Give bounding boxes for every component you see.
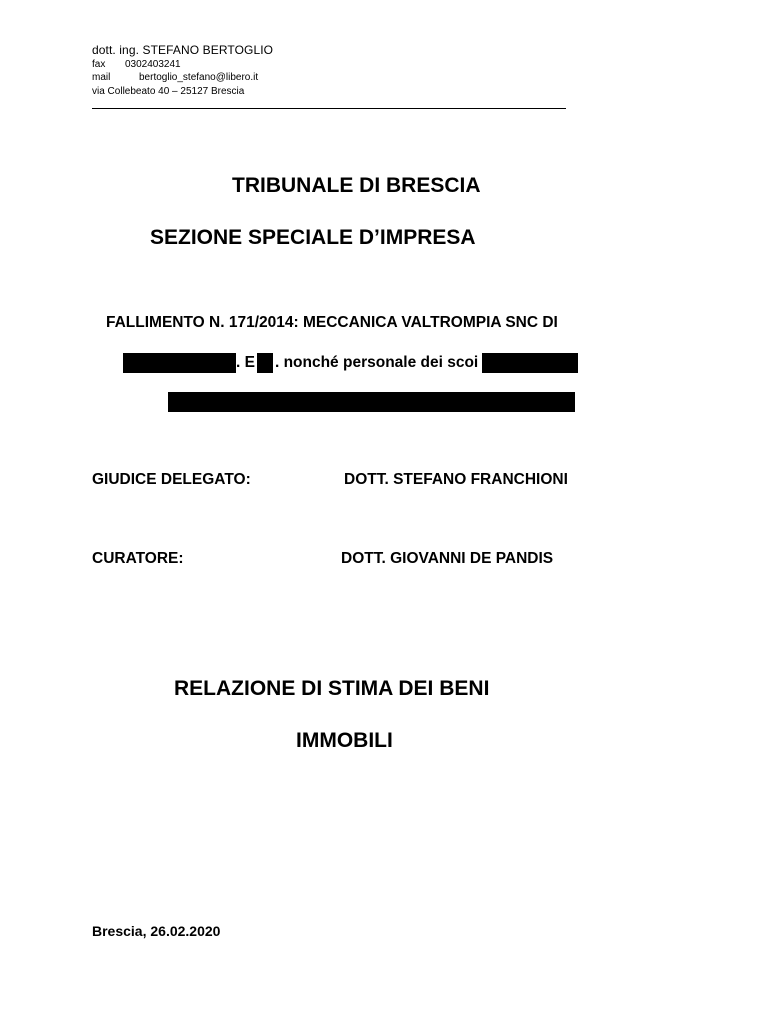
- case-line-2-part1: . E: [236, 354, 255, 371]
- document-title-line-1: RELAZIONE DI STIMA DEI BENI: [174, 677, 490, 700]
- letterhead-fax: [92, 59, 181, 70]
- redaction-box: [123, 353, 236, 373]
- case-line-2-part2: . nonché personale dei scoi: [274, 354, 479, 371]
- case-line-2: [123, 353, 578, 373]
- case-line-1: FALLIMENTO N. 171/2014: MECCANICA VALTROMPIA SNC DI: [106, 314, 558, 331]
- fax-value: 0302403241: [125, 59, 181, 70]
- letterhead-name: dott. ing. STEFANO BERTOGLIO: [92, 43, 274, 57]
- fax-label: fax: [92, 59, 106, 70]
- judge-label: GIUDICE DELEGATO:: [92, 471, 251, 488]
- letterhead-address: via Collebeato 40 – 25127 Brescia: [92, 86, 245, 97]
- redaction-box: [168, 392, 575, 412]
- redaction-box: [257, 353, 273, 373]
- judge-name: DOTT. STEFANO FRANCHIONI: [344, 471, 568, 488]
- curator-label: CURATORE:: [92, 550, 184, 567]
- mail-value: bertoglio_stefano@libero.it: [139, 72, 259, 83]
- curator-name: DOTT. GIOVANNI DE PANDIS: [341, 550, 554, 567]
- court-heading: TRIBUNALE DI BRESCIA: [232, 174, 481, 197]
- mail-label: mail: [92, 72, 111, 83]
- place-date: Brescia, 26.02.2020: [92, 923, 221, 939]
- document-title-line-2: IMMOBILI: [296, 729, 393, 752]
- section-heading: SEZIONE SPECIALE D’IMPRESA: [150, 226, 476, 249]
- redaction-box: [482, 353, 578, 373]
- letterhead-divider: [92, 108, 566, 109]
- letterhead-mail: [92, 72, 258, 83]
